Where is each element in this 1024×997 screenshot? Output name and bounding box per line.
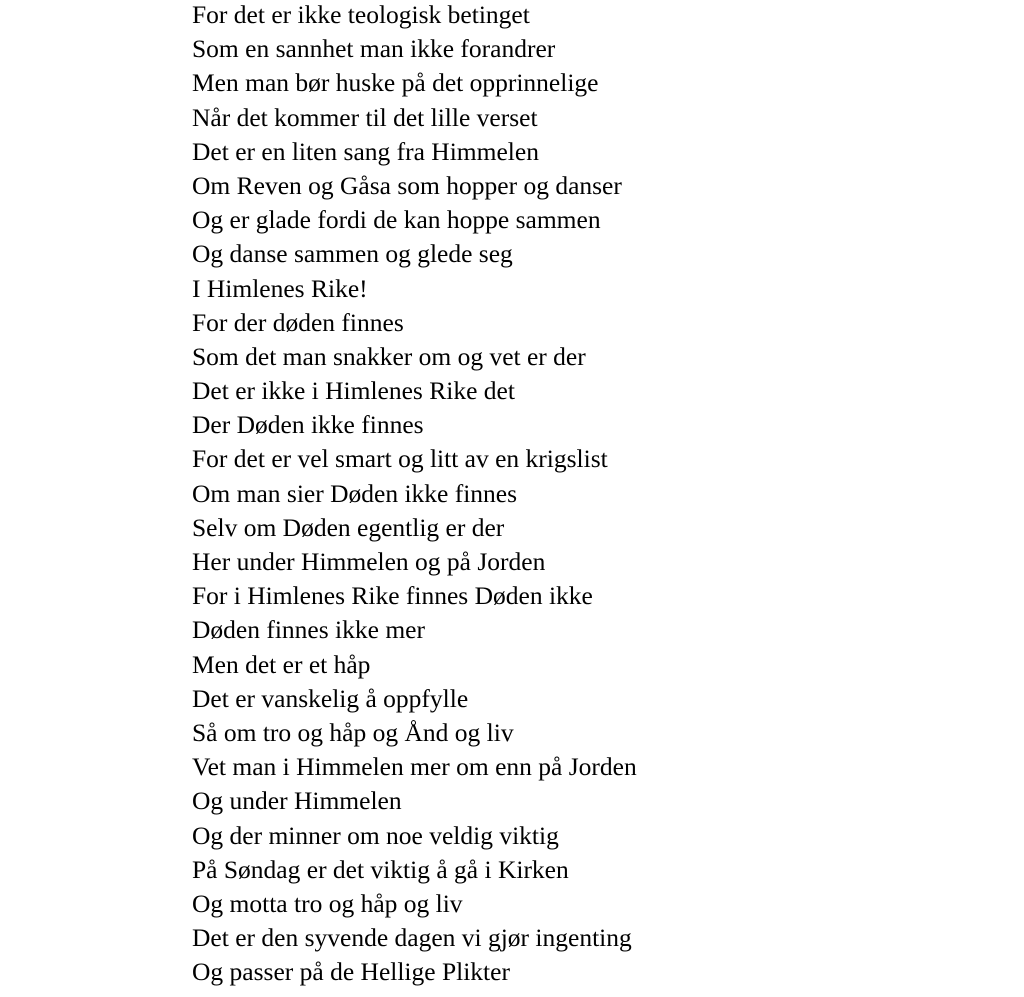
poem-line: Og danse sammen og glede seg	[192, 239, 513, 269]
poem-line: Det er vanskelig å oppfylle	[192, 683, 469, 713]
poem-line: Men det er et håp	[192, 649, 371, 679]
poem-line: Og under Himmelen	[192, 786, 402, 816]
poem-line: Det er den syvende dagen vi gjør ingenting	[192, 923, 632, 953]
poem-line: Selv om Døden egentlig er der	[192, 512, 505, 542]
poem-line: På Søndag er det viktig å gå i Kirken	[192, 854, 569, 884]
poem-line: Her under Himmelen og på Jorden	[192, 547, 546, 576]
poem-line: Når det kommer til det lille verset	[192, 102, 538, 132]
poem-line: Der Døden ikke finnes	[192, 410, 424, 440]
poem-line: Og motta tro og håp og liv	[192, 888, 463, 918]
poem-line: I Himlenes Rike!	[192, 273, 368, 303]
poem-line: Og passer på de Hellige Plikter	[192, 957, 510, 987]
poem-line: Døden finnes ikke mer	[192, 615, 425, 645]
poem-line: Det er en liten sang fra Himmelen	[192, 136, 539, 166]
poem-line: Og der minner om noe veldig viktig	[192, 820, 559, 850]
poem-line: Som det man snakker om og vet er der	[192, 341, 586, 371]
poem-text	[192, 0, 637, 989]
poem-line: For det er vel smart og litt av en krigslist	[192, 444, 608, 474]
poem-line: Men man bør huske på det opprinnelige	[192, 68, 599, 98]
poem-line: For der døden finnes	[192, 307, 404, 337]
poem-line: Det er ikke i Himlenes Rike det	[192, 376, 515, 406]
poem-line: Så om tro og håp og Ånd og liv	[192, 717, 514, 747]
poem-line: For i Himlenes Rike finnes Døden ikke	[192, 581, 593, 611]
poem-line: Og er glade fordi de kan hoppe sammen	[192, 205, 601, 235]
poem-line: Vet man i Himmelen mer om enn på Jorden	[192, 752, 637, 782]
poem-line: Som en sannhet man ikke forandrer	[192, 34, 556, 64]
poem-line: For det er ikke teologisk betinget	[192, 0, 530, 29]
poem-line: Om man sier Døden ikke finnes	[192, 478, 518, 508]
poem-line: Om Reven og Gåsa som hopper og danser	[192, 170, 622, 200]
